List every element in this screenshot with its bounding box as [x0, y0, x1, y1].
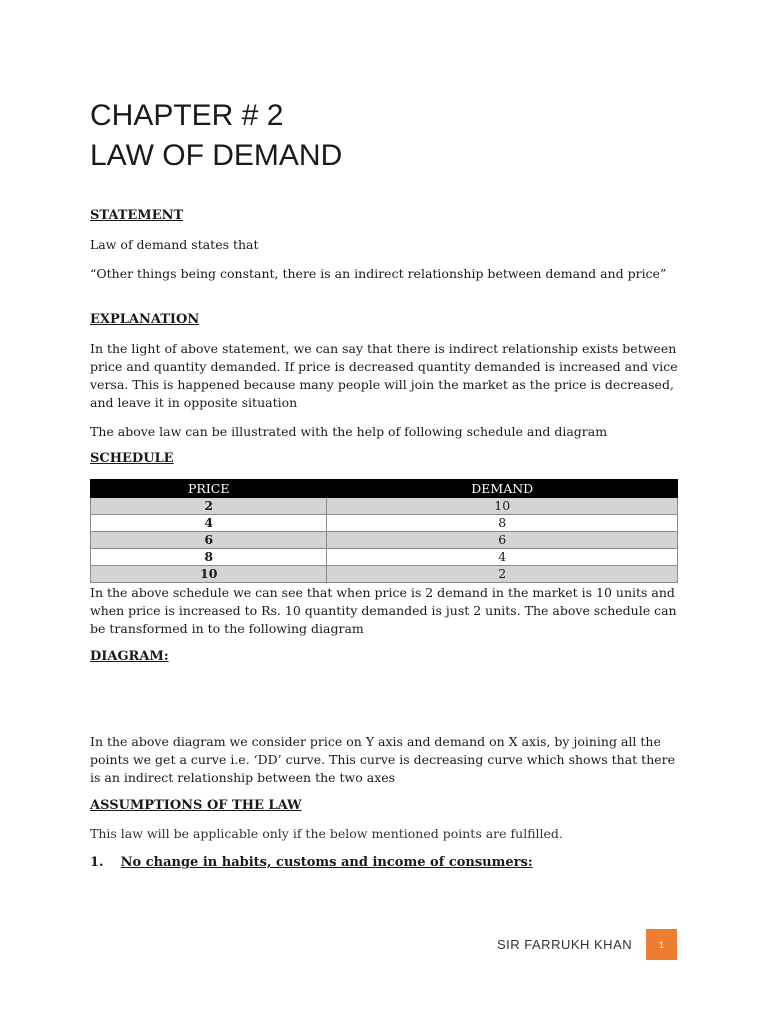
price-cell: 6	[91, 532, 327, 549]
diagram-heading: DIAGRAM:	[90, 649, 169, 664]
assumption-item-number: 1.	[90, 855, 104, 870]
assumption-item-text: No change in habits, customs and income of consumers:	[120, 855, 533, 870]
explanation-paragraph: In the light of above statement, we can say that there is indirect relationship exists between price and quantity demanded. If price is decreased quantity demanded is increased and vice versa. This is happened because many people will join the market as the price is decreased, and leave it in opposite situation	[90, 341, 678, 410]
footer-author: SIR FARRUKH KHAN	[497, 937, 633, 952]
demand-cell: 4	[327, 549, 678, 566]
table-header-row	[91, 480, 678, 498]
table-row	[91, 566, 678, 583]
assumption-item-1	[90, 855, 533, 870]
assumptions-heading: ASSUMPTIONS OF THE LAW	[90, 798, 302, 813]
assumptions-intro: This law will be applicable only if the below mentioned points are fulfilled.	[90, 826, 563, 841]
demand-schedule-table	[90, 479, 678, 583]
price-column-header: PRICE	[91, 480, 327, 498]
page-number-badge	[646, 929, 677, 960]
table-row	[91, 549, 678, 566]
schedule-description: In the above schedule we can see that when price is 2 demand in the market is 10 units and when price is increased to Rs. 10 quantity demanded is just 2 units. The above schedule can be transformed in to the following diagram	[90, 585, 677, 636]
table-row	[91, 498, 678, 515]
demand-column-header: DEMAND	[327, 480, 678, 498]
schedule-heading: SCHEDULE	[90, 451, 174, 466]
statement-intro: Law of demand states that	[90, 237, 259, 252]
demand-cell: 8	[327, 515, 678, 532]
demand-cell: 2	[327, 566, 678, 583]
table-row	[91, 532, 678, 549]
demand-cell: 10	[327, 498, 678, 515]
statement-quote: “Other things being constant, there is an indirect relationship between demand and price”	[90, 266, 667, 281]
table-row	[91, 515, 678, 532]
price-cell: 10	[91, 566, 327, 583]
demand-cell: 6	[327, 532, 678, 549]
price-cell: 8	[91, 549, 327, 566]
page-number: 1	[658, 939, 664, 950]
price-cell: 2	[91, 498, 327, 515]
explanation-illustration-note: The above law can be illustrated with the help of following schedule and diagram	[90, 424, 608, 439]
diagram-description: In the above diagram we consider price on Y axis and demand on X axis, by joining all the points we get a curve i.e. ‘DD’ curve. This curve is decreasing curve which shows that there is an indirect relationship between the two axes	[90, 734, 676, 785]
statement-heading: STATEMENT	[90, 208, 184, 223]
explanation-heading: EXPLANATION	[90, 312, 200, 327]
price-cell: 4	[91, 515, 327, 532]
chapter-title	[90, 96, 342, 176]
chapter-number: CHAPTER # 2	[90, 99, 284, 132]
chapter-name: LAW OF DEMAND	[90, 139, 343, 172]
